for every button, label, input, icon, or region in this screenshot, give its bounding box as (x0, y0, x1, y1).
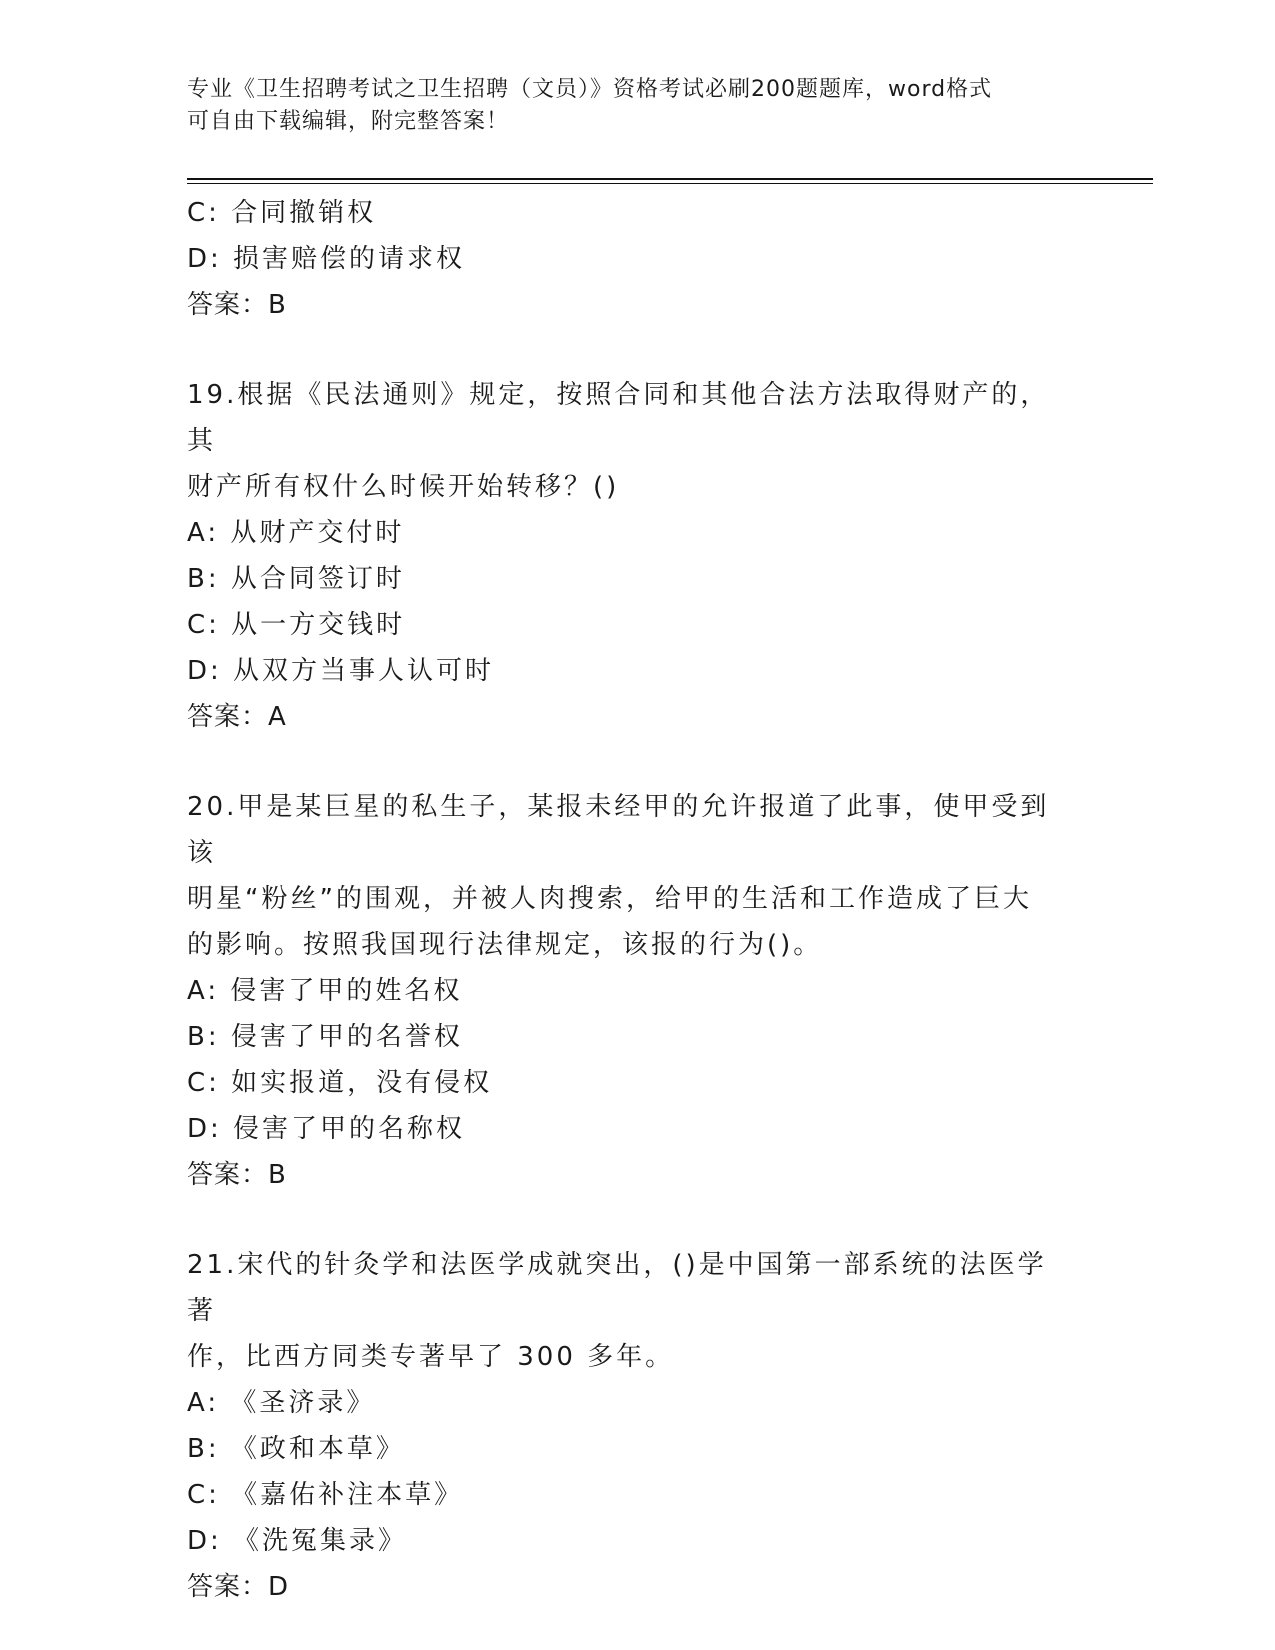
question-stem-line: 21.宋代的针灸学和法医学成就突出，()是中国第一部系统的法医学著 (187, 1250, 1047, 1326)
option-a: A: 《圣济录》 (187, 1388, 376, 1418)
header-title-line-2: 可自由下载编辑，附完整答案！ (187, 109, 510, 134)
question-18-tail (187, 190, 1077, 328)
spacer (187, 1198, 1077, 1242)
option-c: C: 《嘉佑补注本草》 (187, 1480, 464, 1510)
question-stem-line: 明星“粉丝”的围观，并被人肉搜索，给甲的生活和工作造成了巨大 (187, 884, 1032, 914)
option-d: D: 侵害了甲的名称权 (187, 1114, 466, 1144)
option-c: C: 合同撤销权 (187, 198, 377, 228)
question-list (187, 190, 1077, 1610)
header-divider-thin (187, 183, 1153, 184)
question-19 (187, 372, 1077, 740)
option-d: D: 损害赔偿的请求权 (187, 244, 466, 274)
question-stem-line: 19.根据《民法通则》规定，按照合同和其他合法方法取得财产的，其 (187, 380, 1050, 456)
header-divider-thick (187, 178, 1153, 180)
spacer (187, 328, 1077, 372)
answer-line: 答案：B (187, 1160, 287, 1190)
option-a: A: 从财产交付时 (187, 518, 405, 548)
answer-line: 答案：A (187, 702, 287, 732)
question-21 (187, 1242, 1077, 1610)
document-header (187, 74, 1067, 138)
option-c: C: 从一方交钱时 (187, 610, 406, 640)
option-d: D: 从双方当事人认可时 (187, 656, 495, 686)
option-a: A: 侵害了甲的姓名权 (187, 976, 463, 1006)
option-b: B: 侵害了甲的名誉权 (187, 1022, 463, 1052)
question-20 (187, 784, 1077, 1198)
question-stem-line: 20.甲是某巨星的私生子，某报未经甲的允许报道了此事，使甲受到该 (187, 792, 1050, 868)
option-b: B: 从合同签订时 (187, 564, 405, 594)
question-stem-line: 的影响。按照我国现行法律规定，该报的行为()。 (187, 930, 823, 960)
option-b: B: 《政和本草》 (187, 1434, 405, 1464)
option-c: C: 如实报道，没有侵权 (187, 1068, 493, 1098)
header-title-line-1: 专业《卫生招聘考试之卫生招聘（文员）》资格考试必刷200题题库，word格式 (187, 77, 993, 102)
question-stem-line: 作，比西方同类专著早了 300 多年。 (187, 1342, 675, 1372)
spacer (187, 740, 1077, 784)
question-stem-line: 财产所有权什么时候开始转移？() (187, 472, 620, 502)
option-d: D: 《洗冤集录》 (187, 1526, 408, 1556)
answer-line: 答案：B (187, 290, 287, 320)
answer-line: 答案：D (187, 1572, 290, 1602)
